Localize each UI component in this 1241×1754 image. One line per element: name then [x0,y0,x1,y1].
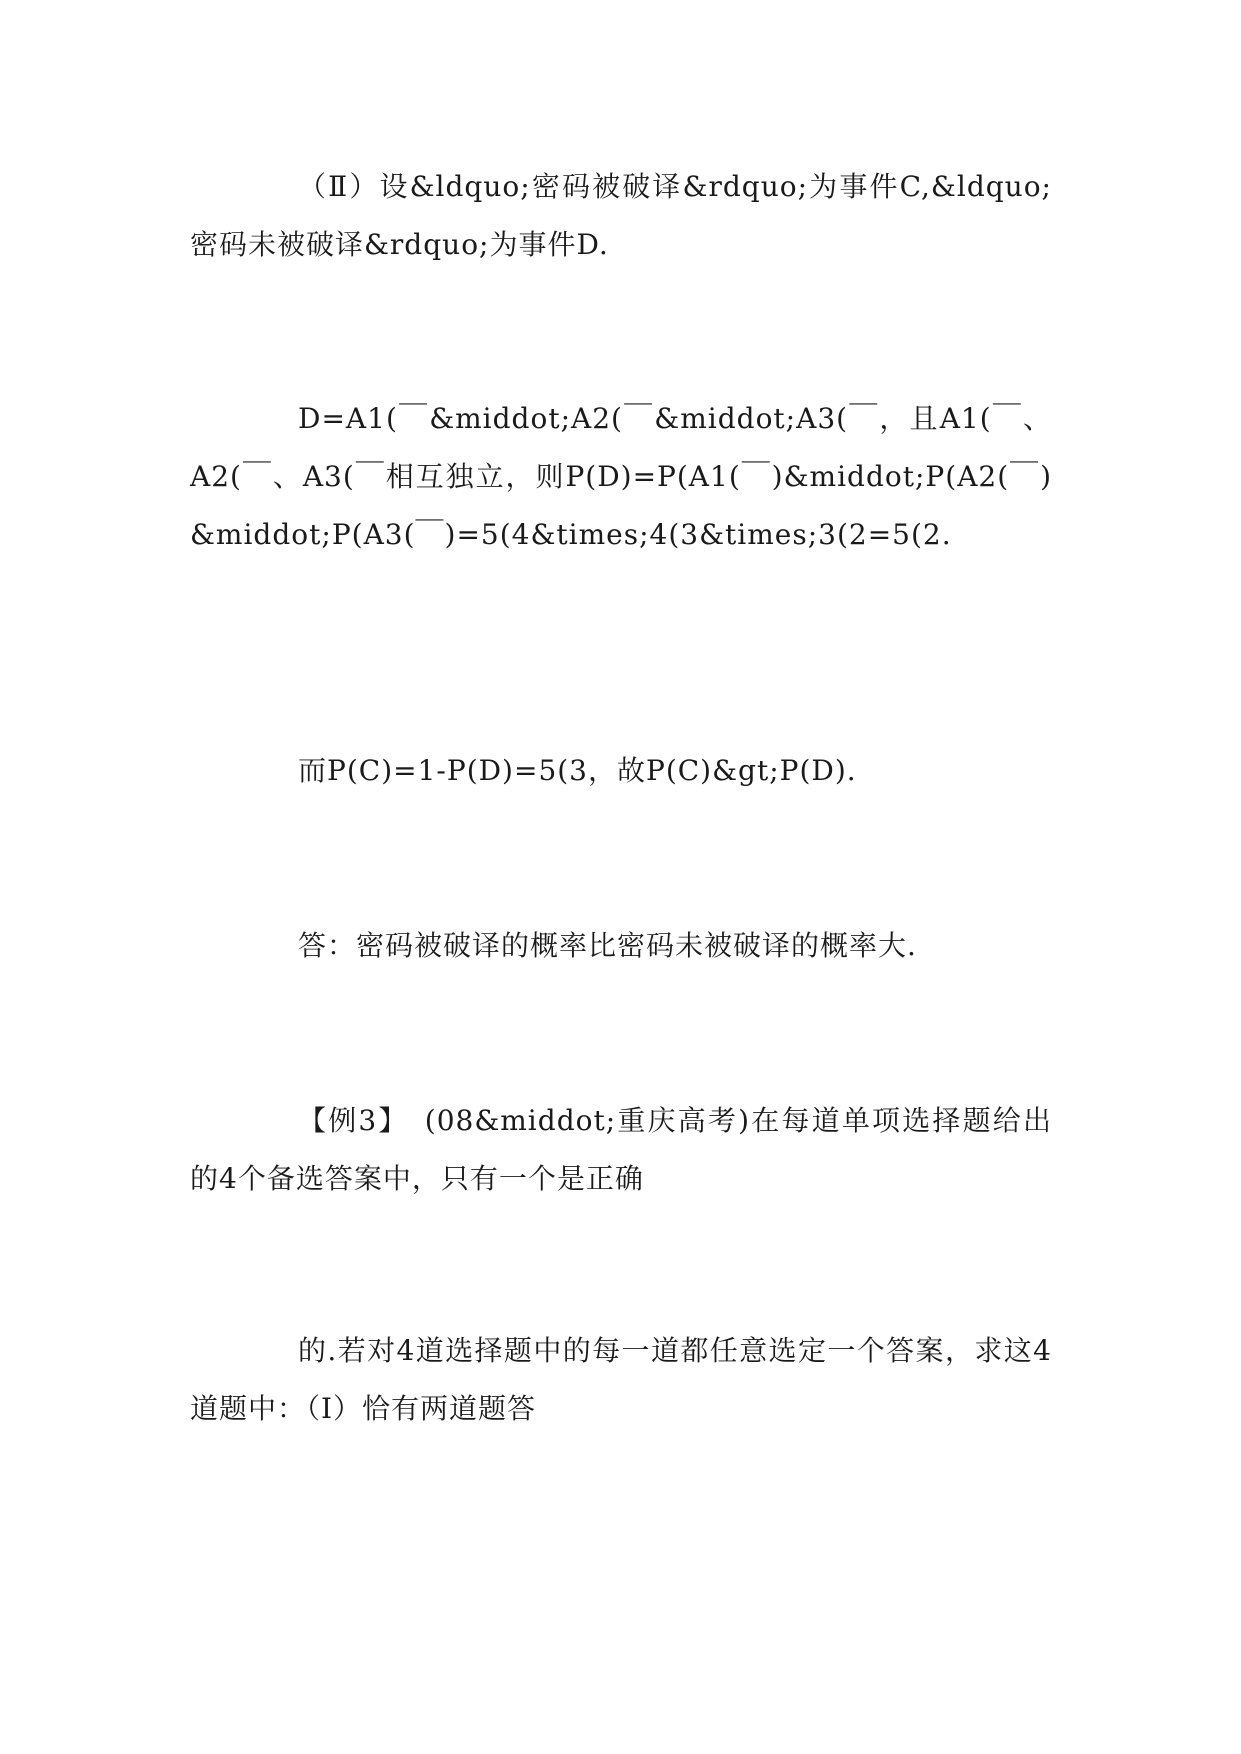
paragraph-probability-c: 而P(C)=1-P(D)=5(3，故P(C)&gt;P(D). [298,754,857,787]
paragraph-probability-d: D=A1(￣&middot;A2(￣&middot;A3(￣，且A1(￣、A2(￣、A3(￣相互独立，则P(D)=P(A1(￣)&middot;P(A2(￣)&middot;P(A3(￣)=5(4&times;4(3&times;3(2=5(2. [190,402,1052,551]
paragraph-answer: 答：密码被破译的概率比密码未被破译的概率大. [298,929,917,962]
paragraph-example-3-question: 的.若对4道选择题中的每一道都任意选定一个答案，求这4道题中：（Ⅰ）恰有两道题答 [190,1334,1052,1425]
paragraph-event-definition: （Ⅱ）设&ldquo;密码被破译&rdquo;为事件C,&ldquo;密码未被破译&rdquo;为事件D. [190,170,1052,261]
paragraph-example-3: 【例3】 (08&middot;重庆高考)在每道单项选择题给出的4个备选答案中，只有一个是正确 [190,1104,1052,1195]
